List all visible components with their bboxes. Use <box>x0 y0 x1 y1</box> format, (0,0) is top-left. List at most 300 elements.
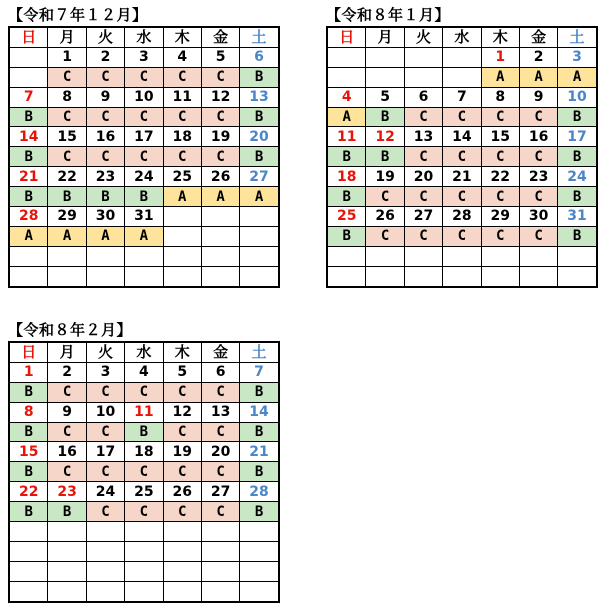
date-cell <box>201 522 239 542</box>
date-row <box>327 167 597 187</box>
date-cell: 17 <box>125 127 163 147</box>
date-row <box>9 246 279 266</box>
date-cell: 27 <box>201 482 239 502</box>
code-cell: C <box>48 382 86 402</box>
weekday-header: 土 <box>240 342 279 362</box>
calendar-title: 【令和８年１月】 <box>326 6 451 24</box>
date-row <box>327 207 597 227</box>
code-cell: C <box>519 147 557 167</box>
calendar-title: 【令和７年１２月】 <box>8 6 148 24</box>
date-cell: 23 <box>519 167 557 187</box>
code-cell: C <box>163 462 201 482</box>
code-cell: B <box>48 187 86 207</box>
weekday-header-row <box>9 342 279 362</box>
date-cell: 13 <box>240 87 279 107</box>
code-cell <box>201 541 239 561</box>
code-cell <box>443 67 481 87</box>
date-cell: 14 <box>443 127 481 147</box>
code-cell <box>163 541 201 561</box>
code-cell: B <box>86 187 124 207</box>
date-cell <box>201 561 239 581</box>
code-cell: C <box>481 107 519 127</box>
date-cell: 17 <box>558 127 597 147</box>
date-row <box>327 127 597 147</box>
date-cell: 20 <box>240 127 279 147</box>
code-cell: A <box>86 226 124 246</box>
date-cell: 22 <box>9 482 48 502</box>
date-cell: 10 <box>125 87 163 107</box>
code-row <box>9 581 279 601</box>
weekday-header: 木 <box>163 27 201 47</box>
weekday-header: 日 <box>327 27 366 47</box>
date-cell: 4 <box>327 87 366 107</box>
date-cell: 28 <box>240 482 279 502</box>
date-cell <box>48 522 86 542</box>
date-cell: 9 <box>48 402 86 422</box>
code-cell: C <box>519 107 557 127</box>
code-cell: C <box>125 502 163 522</box>
code-cell <box>163 226 201 246</box>
code-cell: C <box>366 187 404 207</box>
date-cell <box>404 47 442 67</box>
code-cell: A <box>125 226 163 246</box>
code-row <box>9 67 279 87</box>
date-cell: 30 <box>86 207 124 227</box>
date-cell: 8 <box>9 402 48 422</box>
code-cell: C <box>201 382 239 402</box>
code-cell: B <box>9 422 48 442</box>
code-cell <box>125 266 163 286</box>
code-cell: B <box>240 422 279 442</box>
date-cell: 15 <box>48 127 86 147</box>
date-cell: 31 <box>558 207 597 227</box>
code-cell <box>163 581 201 601</box>
code-cell: B <box>558 107 597 127</box>
code-cell: C <box>48 462 86 482</box>
code-cell: B <box>240 107 279 127</box>
calendar-2025-12 <box>8 4 280 288</box>
code-cell: C <box>443 226 481 246</box>
date-cell: 26 <box>163 482 201 502</box>
code-cell: C <box>86 67 124 87</box>
date-cell: 13 <box>404 127 442 147</box>
date-cell: 22 <box>481 167 519 187</box>
code-cell <box>327 266 366 286</box>
date-row <box>9 402 279 422</box>
code-cell: C <box>86 107 124 127</box>
date-cell: 14 <box>9 127 48 147</box>
date-cell: 26 <box>366 207 404 227</box>
code-row <box>327 187 597 207</box>
weekday-header: 水 <box>125 27 163 47</box>
date-cell <box>481 246 519 266</box>
code-cell: C <box>443 147 481 167</box>
date-cell: 2 <box>519 47 557 67</box>
code-cell: C <box>86 502 124 522</box>
code-cell: B <box>125 187 163 207</box>
date-cell <box>163 207 201 227</box>
code-cell: C <box>125 462 163 482</box>
code-cell: C <box>125 382 163 402</box>
date-cell <box>125 561 163 581</box>
date-cell: 8 <box>48 87 86 107</box>
date-cell <box>443 47 481 67</box>
date-cell: 15 <box>481 127 519 147</box>
date-cell: 12 <box>163 402 201 422</box>
weekday-header-row <box>9 27 279 47</box>
code-row <box>327 266 597 286</box>
code-cell: A <box>481 67 519 87</box>
date-cell <box>86 561 124 581</box>
date-cell <box>9 522 48 542</box>
code-row <box>327 226 597 246</box>
date-row <box>9 482 279 502</box>
weekday-header: 月 <box>366 27 404 47</box>
weekday-header: 木 <box>163 342 201 362</box>
code-row <box>9 107 279 127</box>
code-cell <box>201 581 239 601</box>
code-cell <box>201 266 239 286</box>
code-cell: B <box>558 226 597 246</box>
code-row <box>9 541 279 561</box>
code-cell <box>86 541 124 561</box>
code-cell: B <box>327 147 366 167</box>
date-cell: 2 <box>86 47 124 67</box>
code-cell: C <box>443 107 481 127</box>
date-cell <box>366 246 404 266</box>
code-row <box>327 67 597 87</box>
code-cell: A <box>327 107 366 127</box>
code-cell <box>404 67 442 87</box>
date-cell: 26 <box>201 167 239 187</box>
weekday-header: 火 <box>86 342 124 362</box>
code-cell <box>443 266 481 286</box>
date-cell: 16 <box>48 442 86 462</box>
date-cell <box>125 246 163 266</box>
code-cell <box>163 266 201 286</box>
date-cell: 5 <box>366 87 404 107</box>
code-cell: A <box>163 187 201 207</box>
date-cell <box>240 561 279 581</box>
code-cell: C <box>366 226 404 246</box>
weekday-header: 土 <box>240 27 279 47</box>
code-cell <box>481 266 519 286</box>
date-cell <box>9 47 48 67</box>
date-cell <box>366 47 404 67</box>
code-cell <box>48 581 86 601</box>
date-cell <box>163 246 201 266</box>
code-cell: C <box>201 107 239 127</box>
code-row <box>9 226 279 246</box>
date-cell: 20 <box>201 442 239 462</box>
date-cell <box>443 246 481 266</box>
weekday-header-row <box>327 27 597 47</box>
date-cell: 23 <box>86 167 124 187</box>
code-cell <box>519 266 557 286</box>
code-cell <box>240 541 279 561</box>
date-cell: 11 <box>125 402 163 422</box>
date-cell: 19 <box>163 442 201 462</box>
code-row <box>327 107 597 127</box>
weekday-header: 水 <box>125 342 163 362</box>
date-cell: 3 <box>125 47 163 67</box>
code-cell <box>86 581 124 601</box>
code-cell: B <box>240 502 279 522</box>
date-cell: 25 <box>125 482 163 502</box>
code-cell <box>9 266 48 286</box>
code-cell <box>9 541 48 561</box>
date-row <box>9 561 279 581</box>
date-cell <box>201 207 239 227</box>
code-cell <box>9 67 48 87</box>
code-cell: B <box>327 187 366 207</box>
calendar-2026-01 <box>326 4 598 288</box>
weekday-header: 月 <box>48 27 86 47</box>
code-cell <box>86 266 124 286</box>
date-cell <box>163 522 201 542</box>
weekday-header: 金 <box>519 27 557 47</box>
code-cell <box>125 581 163 601</box>
date-cell <box>240 522 279 542</box>
date-cell: 30 <box>519 207 557 227</box>
code-row <box>9 462 279 482</box>
date-cell: 7 <box>240 362 279 382</box>
date-cell <box>327 47 366 67</box>
date-cell: 20 <box>404 167 442 187</box>
code-cell: C <box>125 107 163 127</box>
date-row <box>9 442 279 462</box>
weekday-header: 木 <box>481 27 519 47</box>
date-cell: 11 <box>163 87 201 107</box>
code-cell: C <box>86 382 124 402</box>
code-row <box>9 422 279 442</box>
date-cell <box>86 246 124 266</box>
code-cell <box>404 266 442 286</box>
date-cell: 22 <box>48 167 86 187</box>
code-cell: A <box>201 187 239 207</box>
date-cell: 4 <box>163 47 201 67</box>
date-row <box>327 246 597 266</box>
date-cell: 24 <box>125 167 163 187</box>
weekday-header: 火 <box>86 27 124 47</box>
date-cell: 16 <box>86 127 124 147</box>
code-cell: B <box>327 226 366 246</box>
code-cell: C <box>201 147 239 167</box>
code-cell: B <box>9 382 48 402</box>
date-cell: 2 <box>48 362 86 382</box>
date-cell: 1 <box>9 362 48 382</box>
code-cell <box>240 581 279 601</box>
date-cell: 1 <box>48 47 86 67</box>
date-cell <box>201 246 239 266</box>
code-cell: A <box>48 226 86 246</box>
calendar-title: 【令和８年２月】 <box>8 321 133 339</box>
code-cell: B <box>9 147 48 167</box>
date-cell: 18 <box>125 442 163 462</box>
date-cell: 5 <box>163 362 201 382</box>
code-cell: C <box>404 107 442 127</box>
weekday-header: 月 <box>48 342 86 362</box>
date-cell <box>240 246 279 266</box>
date-cell: 21 <box>443 167 481 187</box>
date-row <box>9 47 279 67</box>
date-cell: 27 <box>404 207 442 227</box>
date-cell: 12 <box>366 127 404 147</box>
weekday-header: 日 <box>9 342 48 362</box>
code-cell <box>240 266 279 286</box>
date-cell: 24 <box>558 167 597 187</box>
code-cell: B <box>240 67 279 87</box>
code-cell: C <box>443 187 481 207</box>
code-row <box>9 502 279 522</box>
code-cell <box>125 541 163 561</box>
code-cell: C <box>48 147 86 167</box>
code-cell: A <box>240 187 279 207</box>
date-cell <box>558 246 597 266</box>
date-row <box>9 87 279 107</box>
date-cell <box>404 246 442 266</box>
date-cell: 3 <box>558 47 597 67</box>
code-cell: C <box>201 422 239 442</box>
date-cell: 29 <box>48 207 86 227</box>
code-cell: C <box>404 147 442 167</box>
code-cell: B <box>9 502 48 522</box>
code-cell: C <box>48 107 86 127</box>
code-cell: B <box>125 422 163 442</box>
date-cell: 25 <box>163 167 201 187</box>
date-cell: 29 <box>481 207 519 227</box>
date-cell: 24 <box>86 482 124 502</box>
code-cell: A <box>558 67 597 87</box>
code-cell: C <box>163 502 201 522</box>
code-cell: C <box>86 147 124 167</box>
code-cell <box>366 67 404 87</box>
date-cell <box>125 522 163 542</box>
code-cell: C <box>163 382 201 402</box>
code-cell: C <box>201 67 239 87</box>
date-cell: 12 <box>201 87 239 107</box>
date-cell: 10 <box>86 402 124 422</box>
date-cell: 6 <box>201 362 239 382</box>
date-row <box>327 87 597 107</box>
code-row <box>327 147 597 167</box>
code-row <box>9 382 279 402</box>
code-row <box>9 187 279 207</box>
code-cell: C <box>125 147 163 167</box>
code-cell: C <box>201 502 239 522</box>
code-cell <box>48 266 86 286</box>
code-cell: B <box>558 187 597 207</box>
date-cell <box>86 522 124 542</box>
weekday-header: 日 <box>9 27 48 47</box>
date-cell: 23 <box>48 482 86 502</box>
code-cell <box>558 266 597 286</box>
date-cell <box>48 561 86 581</box>
code-cell: C <box>48 67 86 87</box>
weekday-header: 金 <box>201 27 239 47</box>
code-cell: C <box>163 107 201 127</box>
date-cell: 21 <box>9 167 48 187</box>
date-cell: 18 <box>327 167 366 187</box>
date-row <box>9 127 279 147</box>
code-cell: C <box>86 462 124 482</box>
date-cell: 8 <box>481 87 519 107</box>
code-cell: B <box>9 187 48 207</box>
date-cell: 4 <box>125 362 163 382</box>
date-row <box>9 167 279 187</box>
date-cell: 17 <box>86 442 124 462</box>
code-cell: C <box>163 147 201 167</box>
date-cell: 13 <box>201 402 239 422</box>
code-row <box>9 147 279 167</box>
code-cell: B <box>366 147 404 167</box>
code-cell: C <box>404 226 442 246</box>
code-row <box>9 266 279 286</box>
date-cell: 5 <box>201 47 239 67</box>
code-cell <box>201 226 239 246</box>
code-cell: C <box>404 187 442 207</box>
code-cell: C <box>519 226 557 246</box>
date-row <box>9 362 279 382</box>
date-cell: 31 <box>125 207 163 227</box>
date-cell: 7 <box>443 87 481 107</box>
code-cell: A <box>9 226 48 246</box>
code-cell: B <box>366 107 404 127</box>
date-cell: 1 <box>481 47 519 67</box>
calendar-grid <box>8 26 280 288</box>
date-row <box>9 207 279 227</box>
date-cell: 19 <box>201 127 239 147</box>
code-cell: C <box>86 422 124 442</box>
date-cell: 9 <box>519 87 557 107</box>
date-cell: 19 <box>366 167 404 187</box>
code-cell: C <box>163 67 201 87</box>
weekday-header: 土 <box>558 27 597 47</box>
date-cell <box>240 207 279 227</box>
date-cell: 28 <box>9 207 48 227</box>
code-cell: C <box>519 187 557 207</box>
code-cell: B <box>48 502 86 522</box>
weekday-header: 火 <box>404 27 442 47</box>
date-cell: 15 <box>9 442 48 462</box>
date-cell: 21 <box>240 442 279 462</box>
date-row <box>327 47 597 67</box>
date-cell <box>327 246 366 266</box>
date-cell <box>163 561 201 581</box>
date-cell: 18 <box>163 127 201 147</box>
code-cell: C <box>125 67 163 87</box>
weekday-header: 水 <box>443 27 481 47</box>
calendar-2026-02 <box>8 319 280 603</box>
date-cell <box>9 561 48 581</box>
date-cell: 28 <box>443 207 481 227</box>
code-cell: B <box>240 147 279 167</box>
calendar-grid <box>8 341 280 603</box>
code-cell <box>9 581 48 601</box>
date-cell: 25 <box>327 207 366 227</box>
date-cell: 11 <box>327 127 366 147</box>
code-cell: C <box>481 147 519 167</box>
code-cell: B <box>240 382 279 402</box>
date-cell <box>9 246 48 266</box>
date-row <box>9 522 279 542</box>
code-cell: B <box>9 107 48 127</box>
date-cell: 6 <box>404 87 442 107</box>
code-cell <box>327 67 366 87</box>
date-cell: 9 <box>86 87 124 107</box>
date-cell <box>48 246 86 266</box>
code-cell <box>240 226 279 246</box>
